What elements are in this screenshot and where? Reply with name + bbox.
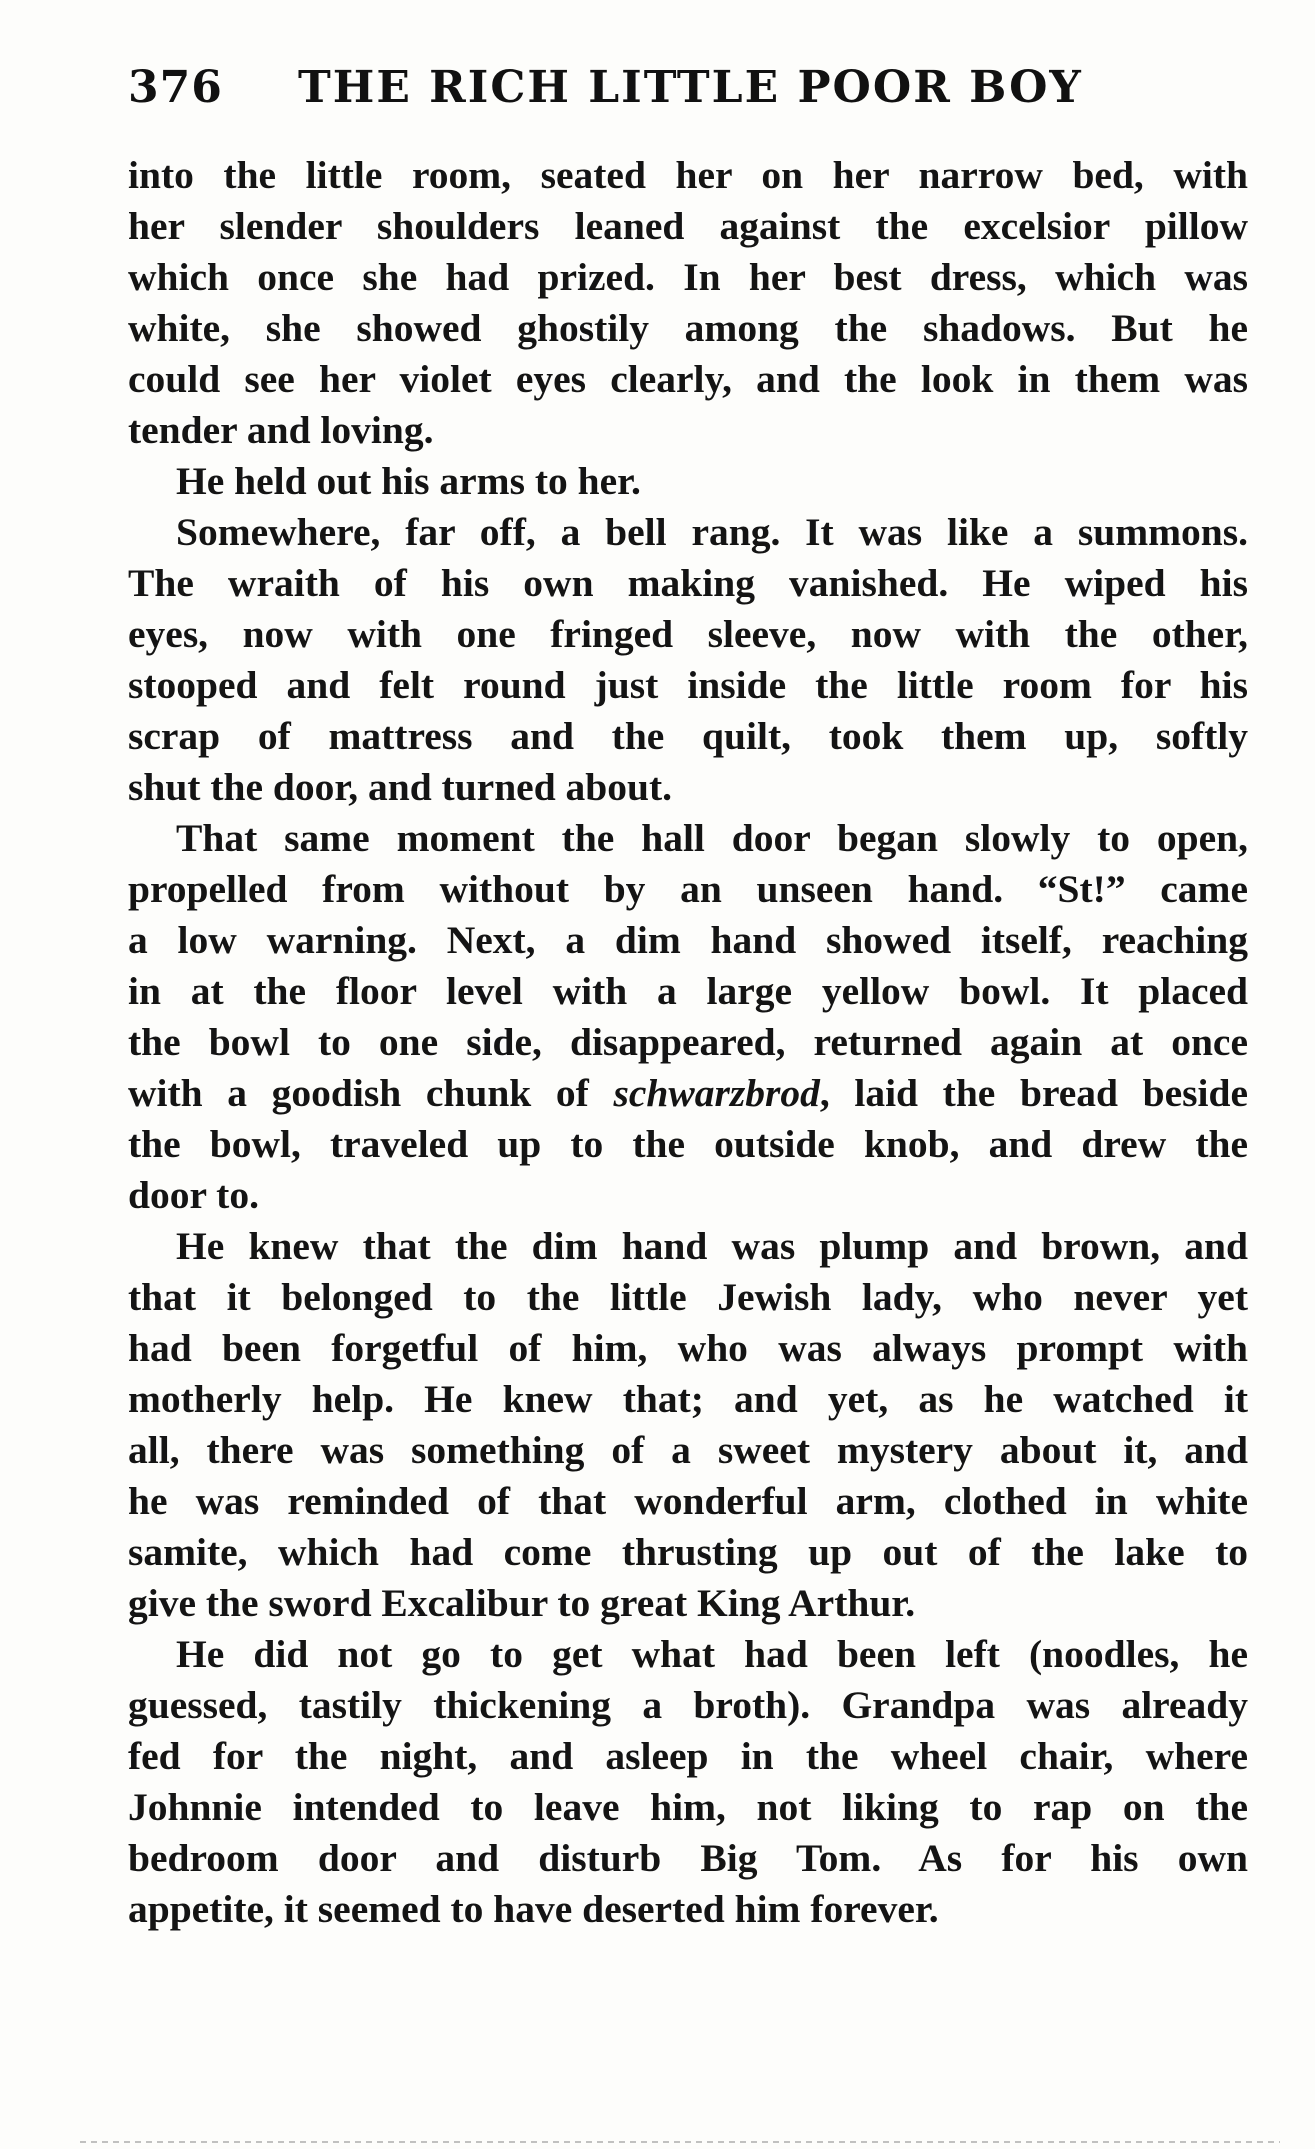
text-segment: , laid the bread beside (819, 1071, 1249, 1115)
text-line: had been forgetful of him, who was always prompt with (128, 1326, 1248, 1370)
book-title: THE RICH LITTLE POOR BOY (298, 62, 1083, 113)
page-edge-rule (80, 2141, 1280, 2143)
text-line (128, 1068, 1248, 1119)
text-line: He knew that the dim hand was plump and brown, and (176, 1224, 1248, 1268)
text-line: all, there was something of a sweet mystery about it, and (128, 1428, 1248, 1472)
text-line: her slender shoulders leaned against the excelsior pillow (128, 204, 1248, 248)
text-line: could see her violet eyes clearly, and the look in them was (128, 357, 1248, 401)
text-line: give the sword Excalibur to great King Arthur. (128, 1581, 916, 1625)
text-line: in at the floor level with a large yellow bowl. It placed (128, 969, 1248, 1013)
text-line: propelled from without by an unseen hand. “St!” came (128, 867, 1248, 911)
text-line: shut the door, and turned about. (128, 765, 673, 809)
text-line: He did not go to get what had been left (noodles, he (176, 1632, 1248, 1676)
text-line: that it belonged to the little Jewish lady, who never yet (128, 1275, 1248, 1319)
text-line: white, she showed ghostily among the shadows. But he (128, 306, 1248, 350)
text-line: which once she had prized. In her best dress, which was (128, 255, 1248, 299)
text-line: a low warning. Next, a dim hand showed itself, reaching (128, 918, 1248, 962)
text-line: he was reminded of that wonderful arm, clothed in white (128, 1479, 1248, 1523)
text-line: fed for the night, and asleep in the wheel chair, where (128, 1734, 1248, 1778)
text-line: bedroom door and disturb Big Tom. As for his own (128, 1836, 1248, 1880)
running-head (128, 62, 1248, 118)
italic-word: schwarzbrod (613, 1071, 820, 1115)
text-line: guessed, tastily thickening a broth). Grandpa was already (128, 1683, 1248, 1727)
text-line: the bowl, traveled up to the outside knob, and drew the (128, 1122, 1248, 1166)
text-line: Somewhere, far off, a bell rang. It was like a summons. (176, 510, 1248, 554)
page-number: 376 (128, 62, 223, 113)
text-line: appetite, it seemed to have deserted him forever. (128, 1887, 939, 1931)
text-line: into the little room, seated her on her narrow bed, with (128, 153, 1248, 197)
text-line: That same moment the hall door began slowly to open, (176, 816, 1248, 860)
text-line: door to. (128, 1173, 259, 1217)
text-line: eyes, now with one fringed sleeve, now with the other, (128, 612, 1248, 656)
text-line: motherly help. He knew that; and yet, as he watched it (128, 1377, 1248, 1421)
text-line: the bowl to one side, disappeared, returned again at once (128, 1020, 1248, 1064)
text-line: samite, which had come thrusting up out of the lake to (128, 1530, 1248, 1574)
text-line: stooped and felt round just inside the little room for his (128, 663, 1248, 707)
text-line: Johnnie intended to leave him, not liking to rap on the (128, 1785, 1248, 1829)
text-line: tender and loving. (128, 408, 434, 452)
body-text (128, 150, 1248, 1935)
text-line: The wraith of his own making vanished. He wiped his (128, 561, 1248, 605)
text-line: scrap of mattress and the quilt, took them up, softly (128, 714, 1248, 758)
text-line: He held out his arms to her. (176, 459, 641, 503)
text-segment: with a goodish chunk of (128, 1071, 589, 1115)
